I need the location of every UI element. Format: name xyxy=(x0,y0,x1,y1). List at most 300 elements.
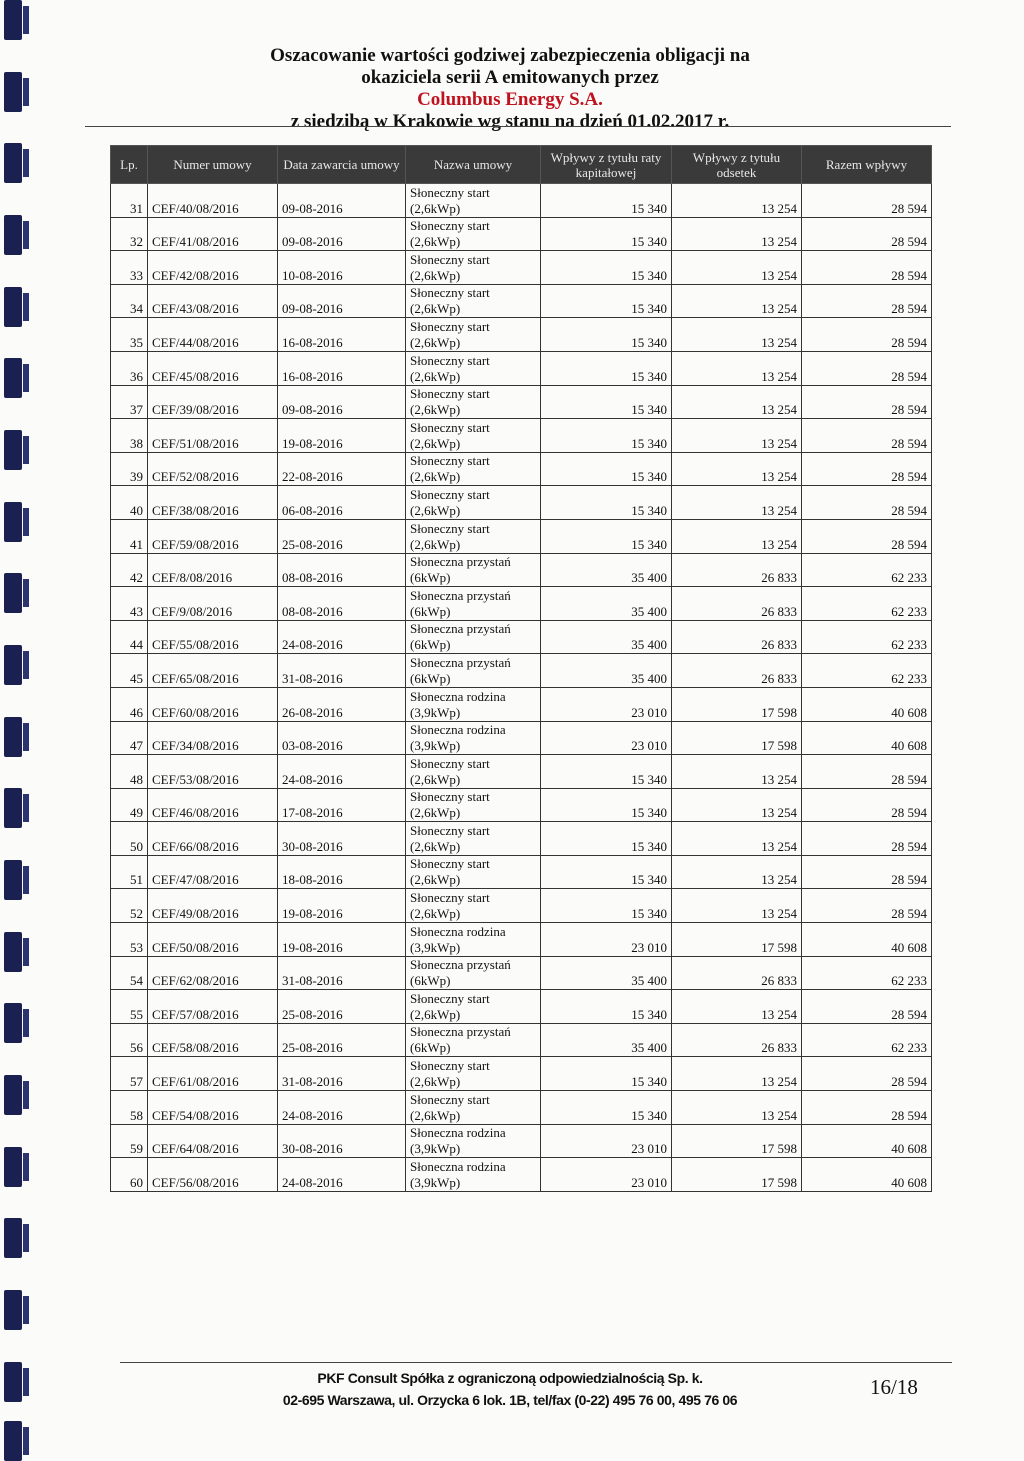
nazwa-line-1: Słoneczny start xyxy=(410,318,490,334)
binder-clip xyxy=(4,358,22,398)
binder-clip xyxy=(4,430,22,470)
cell-data: 09-08-2016 xyxy=(278,385,406,419)
cell-lp: 39 xyxy=(111,452,148,486)
cell-nazwa xyxy=(406,217,541,251)
binder-clip xyxy=(4,1362,22,1402)
nazwa-line-2: (2,6kWp) xyxy=(410,536,461,552)
binder-clip xyxy=(4,932,22,972)
binder-clip xyxy=(4,215,22,255)
nazwa-line-2: (3,9kWp) xyxy=(410,738,461,754)
header-divider xyxy=(85,126,951,127)
cell-numer: CEF/65/08/2016 xyxy=(148,654,278,688)
cell-data: 25-08-2016 xyxy=(278,1023,406,1057)
cell-data: 16-08-2016 xyxy=(278,351,406,385)
cell-rata: 15 340 xyxy=(541,452,672,486)
nazwa-line-1: Słoneczna rodzina xyxy=(410,722,506,738)
cell-numer: CEF/45/08/2016 xyxy=(148,351,278,385)
binder-clip xyxy=(4,72,22,112)
cell-odsetki: 13 254 xyxy=(672,486,802,520)
cell-rata: 35 400 xyxy=(541,620,672,654)
cell-nazwa xyxy=(406,822,541,856)
cell-odsetki: 13 254 xyxy=(672,452,802,486)
cell-rata: 35 400 xyxy=(541,654,672,688)
table-row xyxy=(111,184,932,218)
cell-razem: 28 594 xyxy=(802,822,932,856)
cell-lp: 50 xyxy=(111,822,148,856)
table-row xyxy=(111,855,932,889)
table-row xyxy=(111,923,932,957)
cell-data: 19-08-2016 xyxy=(278,419,406,453)
cell-odsetki: 13 254 xyxy=(672,318,802,352)
binder-clip xyxy=(4,1421,22,1461)
cell-odsetki: 13 254 xyxy=(672,788,802,822)
cell-numer: CEF/61/08/2016 xyxy=(148,1057,278,1091)
table-row xyxy=(111,1124,932,1158)
nazwa-line-1: Słoneczny start xyxy=(410,1091,490,1107)
cell-rata: 23 010 xyxy=(541,687,672,721)
cell-razem: 40 608 xyxy=(802,1158,932,1192)
cell-rata: 15 340 xyxy=(541,385,672,419)
cell-odsetki: 13 254 xyxy=(672,1057,802,1091)
cell-lp: 52 xyxy=(111,889,148,923)
column-header-odsetki: Wpływy z tytułu odsetek xyxy=(672,146,802,184)
nazwa-line-2: (2,6kWp) xyxy=(410,435,461,451)
cell-odsetki: 13 254 xyxy=(672,217,802,251)
cell-odsetki: 13 254 xyxy=(672,1091,802,1125)
nazwa-line-1: Słoneczny start xyxy=(410,486,490,502)
cell-lp: 35 xyxy=(111,318,148,352)
cell-odsetki: 26 833 xyxy=(672,620,802,654)
nazwa-line-1: Słoneczna rodzina xyxy=(410,1158,506,1174)
cell-nazwa xyxy=(406,251,541,285)
cell-razem: 28 594 xyxy=(802,755,932,789)
cell-data: 19-08-2016 xyxy=(278,889,406,923)
cell-data: 09-08-2016 xyxy=(278,184,406,218)
cell-razem: 28 594 xyxy=(802,351,932,385)
cell-lp: 51 xyxy=(111,855,148,889)
table-row xyxy=(111,519,932,553)
cell-lp: 49 xyxy=(111,788,148,822)
table-row xyxy=(111,217,932,251)
company-name: Columbus Energy S.A. xyxy=(417,89,603,110)
table-row xyxy=(111,687,932,721)
cell-data: 16-08-2016 xyxy=(278,318,406,352)
cell-odsetki: 13 254 xyxy=(672,519,802,553)
table-row xyxy=(111,385,932,419)
cell-nazwa xyxy=(406,721,541,755)
binder-clips xyxy=(0,0,34,1461)
cell-data: 08-08-2016 xyxy=(278,553,406,587)
cell-razem: 28 594 xyxy=(802,217,932,251)
cell-razem: 28 594 xyxy=(802,519,932,553)
cell-razem: 28 594 xyxy=(802,284,932,318)
cell-razem: 62 233 xyxy=(802,1023,932,1057)
cell-razem: 28 594 xyxy=(802,419,932,453)
column-header-data: Data zawarcia umowy xyxy=(278,146,406,184)
cell-nazwa xyxy=(406,452,541,486)
cell-nazwa xyxy=(406,923,541,957)
nazwa-line-2: (6kWp) xyxy=(410,670,451,686)
binder-clip xyxy=(4,1218,22,1258)
footer-company: PKF Consult Spółka z ograniczoną odpowiedzialnością Sp. k. xyxy=(317,1370,703,1386)
cell-lp: 38 xyxy=(111,419,148,453)
cell-odsetki: 13 254 xyxy=(672,251,802,285)
cell-nazwa xyxy=(406,620,541,654)
cell-data: 24-08-2016 xyxy=(278,1091,406,1125)
cell-nazwa xyxy=(406,284,541,318)
cell-rata: 15 340 xyxy=(541,889,672,923)
cell-numer: CEF/47/08/2016 xyxy=(148,855,278,889)
cell-numer: CEF/49/08/2016 xyxy=(148,889,278,923)
cell-nazwa xyxy=(406,351,541,385)
cell-data: 26-08-2016 xyxy=(278,687,406,721)
cell-razem: 28 594 xyxy=(802,385,932,419)
nazwa-line-1: Słoneczna rodzina xyxy=(410,688,506,704)
table-row xyxy=(111,486,932,520)
cell-data: 25-08-2016 xyxy=(278,990,406,1024)
cell-razem: 28 594 xyxy=(802,990,932,1024)
footer-divider xyxy=(120,1362,952,1363)
footer-address: 02-695 Warszawa, ul. Orzycka 6 lok. 1B, tel/fax (0-22) 495 76 00, 495 76 06 xyxy=(282,1392,738,1408)
cell-numer: CEF/9/08/2016 xyxy=(148,587,278,621)
cell-razem: 28 594 xyxy=(802,251,932,285)
cell-odsetki: 13 254 xyxy=(672,184,802,218)
binder-clip xyxy=(4,645,22,685)
cell-data: 09-08-2016 xyxy=(278,284,406,318)
cell-razem: 28 594 xyxy=(802,318,932,352)
nazwa-line-1: Słoneczny start xyxy=(410,386,490,402)
nazwa-line-2: (2,6kWp) xyxy=(410,502,461,518)
cell-numer: CEF/43/08/2016 xyxy=(148,284,278,318)
cell-data: 30-08-2016 xyxy=(278,822,406,856)
cell-nazwa xyxy=(406,755,541,789)
table-row xyxy=(111,889,932,923)
cell-lp: 60 xyxy=(111,1158,148,1192)
cell-rata: 15 340 xyxy=(541,217,672,251)
binder-clip xyxy=(4,788,22,828)
cell-nazwa xyxy=(406,889,541,923)
cell-odsetki: 13 254 xyxy=(672,351,802,385)
cell-lp: 59 xyxy=(111,1124,148,1158)
table-row xyxy=(111,1091,932,1125)
cell-razem: 62 233 xyxy=(802,587,932,621)
cell-numer: CEF/58/08/2016 xyxy=(148,1023,278,1057)
nazwa-line-1: Słoneczny start xyxy=(410,184,490,200)
cell-data: 24-08-2016 xyxy=(278,755,406,789)
table-row xyxy=(111,1057,932,1091)
cell-rata: 23 010 xyxy=(541,721,672,755)
binder-clip xyxy=(4,143,22,183)
footer xyxy=(200,1367,820,1411)
cell-rata: 15 340 xyxy=(541,318,672,352)
cell-razem: 40 608 xyxy=(802,1124,932,1158)
cell-rata: 15 340 xyxy=(541,486,672,520)
contracts-table xyxy=(110,145,932,1192)
nazwa-line-1: Słoneczny start xyxy=(410,453,490,469)
cell-lp: 53 xyxy=(111,923,148,957)
cell-numer: CEF/39/08/2016 xyxy=(148,385,278,419)
cell-numer: CEF/54/08/2016 xyxy=(148,1091,278,1125)
nazwa-line-2: (2,6kWp) xyxy=(410,368,461,384)
nazwa-line-2: (3,9kWp) xyxy=(410,1174,461,1190)
cell-razem: 28 594 xyxy=(802,486,932,520)
cell-numer: CEF/55/08/2016 xyxy=(148,620,278,654)
cell-razem: 28 594 xyxy=(802,889,932,923)
cell-rata: 35 400 xyxy=(541,956,672,990)
binder-clip xyxy=(4,860,22,900)
cell-nazwa xyxy=(406,1057,541,1091)
cell-rata: 23 010 xyxy=(541,1158,672,1192)
cell-data: 10-08-2016 xyxy=(278,251,406,285)
table-row xyxy=(111,721,932,755)
cell-nazwa xyxy=(406,184,541,218)
nazwa-line-1: Słoneczna przystań xyxy=(410,654,511,670)
cell-odsetki: 13 254 xyxy=(672,990,802,1024)
nazwa-line-1: Słoneczny start xyxy=(410,789,490,805)
table-row xyxy=(111,351,932,385)
cell-rata: 15 340 xyxy=(541,184,672,218)
cell-odsetki: 26 833 xyxy=(672,587,802,621)
cell-numer: CEF/64/08/2016 xyxy=(148,1124,278,1158)
cell-razem: 28 594 xyxy=(802,1057,932,1091)
cell-data: 22-08-2016 xyxy=(278,452,406,486)
table-row xyxy=(111,284,932,318)
cell-nazwa xyxy=(406,654,541,688)
cell-nazwa xyxy=(406,956,541,990)
column-header-nazwa: Nazwa umowy xyxy=(406,146,541,184)
cell-nazwa xyxy=(406,486,541,520)
nazwa-line-1: Słoneczny start xyxy=(410,890,490,906)
cell-odsetki: 13 254 xyxy=(672,385,802,419)
table-row xyxy=(111,620,932,654)
cell-odsetki: 13 254 xyxy=(672,755,802,789)
nazwa-line-2: (6kWp) xyxy=(410,570,451,586)
nazwa-line-1: Słoneczny start xyxy=(410,755,490,771)
cell-razem: 28 594 xyxy=(802,1091,932,1125)
header-line-2: okaziciela serii A emitowanych przez xyxy=(361,67,659,88)
binder-clip xyxy=(4,1147,22,1187)
cell-lp: 43 xyxy=(111,587,148,621)
nazwa-line-1: Słoneczny start xyxy=(410,285,490,301)
cell-nazwa xyxy=(406,385,541,419)
nazwa-line-1: Słoneczna rodzina xyxy=(410,1125,506,1141)
cell-numer: CEF/66/08/2016 xyxy=(148,822,278,856)
cell-razem: 28 594 xyxy=(802,184,932,218)
cell-lp: 34 xyxy=(111,284,148,318)
table-row xyxy=(111,654,932,688)
column-header-numer: Numer umowy xyxy=(148,146,278,184)
cell-odsetki: 13 254 xyxy=(672,419,802,453)
cell-data: 09-08-2016 xyxy=(278,217,406,251)
cell-odsetki: 17 598 xyxy=(672,923,802,957)
cell-lp: 31 xyxy=(111,184,148,218)
nazwa-line-2: (2,6kWp) xyxy=(410,267,461,283)
table-row xyxy=(111,553,932,587)
cell-odsetki: 17 598 xyxy=(672,721,802,755)
cell-lp: 36 xyxy=(111,351,148,385)
cell-data: 30-08-2016 xyxy=(278,1124,406,1158)
cell-nazwa xyxy=(406,855,541,889)
table-row xyxy=(111,318,932,352)
cell-razem: 62 233 xyxy=(802,654,932,688)
cell-data: 08-08-2016 xyxy=(278,587,406,621)
cell-razem: 40 608 xyxy=(802,687,932,721)
cell-data: 31-08-2016 xyxy=(278,1057,406,1091)
nazwa-line-2: (6kWp) xyxy=(410,603,451,619)
cell-rata: 15 340 xyxy=(541,855,672,889)
cell-data: 03-08-2016 xyxy=(278,721,406,755)
nazwa-line-2: (3,9kWp) xyxy=(410,704,461,720)
cell-lp: 46 xyxy=(111,687,148,721)
cell-nazwa xyxy=(406,318,541,352)
table-row xyxy=(111,788,932,822)
cell-numer: CEF/40/08/2016 xyxy=(148,184,278,218)
cell-odsetki: 17 598 xyxy=(672,687,802,721)
cell-odsetki: 26 833 xyxy=(672,1023,802,1057)
cell-data: 25-08-2016 xyxy=(278,519,406,553)
binder-clip xyxy=(4,573,22,613)
cell-lp: 54 xyxy=(111,956,148,990)
cell-nazwa xyxy=(406,1158,541,1192)
cell-razem: 62 233 xyxy=(802,620,932,654)
nazwa-line-1: Słoneczny start xyxy=(410,352,490,368)
nazwa-line-2: (2,6kWp) xyxy=(410,872,461,888)
cell-rata: 15 340 xyxy=(541,251,672,285)
table-row xyxy=(111,1023,932,1057)
nazwa-line-1: Słoneczny start xyxy=(410,251,490,267)
cell-razem: 62 233 xyxy=(802,553,932,587)
cell-numer: CEF/44/08/2016 xyxy=(148,318,278,352)
cell-data: 24-08-2016 xyxy=(278,620,406,654)
table-row xyxy=(111,990,932,1024)
cell-odsetki: 26 833 xyxy=(672,553,802,587)
cell-odsetki: 17 598 xyxy=(672,1158,802,1192)
cell-lp: 58 xyxy=(111,1091,148,1125)
table-row xyxy=(111,956,932,990)
nazwa-line-2: (2,6kWp) xyxy=(410,301,461,317)
cell-nazwa xyxy=(406,553,541,587)
table-header-row xyxy=(111,146,932,184)
cell-numer: CEF/41/08/2016 xyxy=(148,217,278,251)
binder-clip xyxy=(4,502,22,542)
cell-lp: 56 xyxy=(111,1023,148,1057)
cell-lp: 57 xyxy=(111,1057,148,1091)
table-row xyxy=(111,1158,932,1192)
nazwa-line-2: (6kWp) xyxy=(410,1040,451,1056)
cell-numer: CEF/56/08/2016 xyxy=(148,1158,278,1192)
nazwa-line-1: Słoneczny start xyxy=(410,1058,490,1074)
cell-data: 19-08-2016 xyxy=(278,923,406,957)
cell-nazwa xyxy=(406,1091,541,1125)
cell-odsetki: 13 254 xyxy=(672,284,802,318)
page-number: 16/18 xyxy=(870,1375,918,1399)
cell-rata: 35 400 xyxy=(541,1023,672,1057)
cell-nazwa xyxy=(406,419,541,453)
table-row xyxy=(111,755,932,789)
nazwa-line-2: (2,6kWp) xyxy=(410,1107,461,1123)
cell-nazwa xyxy=(406,1023,541,1057)
binder-clip xyxy=(4,1075,22,1115)
cell-data: 24-08-2016 xyxy=(278,1158,406,1192)
cell-rata: 15 340 xyxy=(541,1091,672,1125)
nazwa-line-2: (2,6kWp) xyxy=(410,1006,461,1022)
column-header-razem: Razem wpływy xyxy=(802,146,932,184)
nazwa-line-2: (2,6kWp) xyxy=(410,906,461,922)
nazwa-line-2: (2,6kWp) xyxy=(410,771,461,787)
table-row xyxy=(111,452,932,486)
header-line-4: z siedzibą w Krakowie wg stanu na dzień 01.02.2017 r. xyxy=(290,111,730,132)
cell-razem: 28 594 xyxy=(802,788,932,822)
cell-razem: 28 594 xyxy=(802,452,932,486)
table-row xyxy=(111,419,932,453)
cell-rata: 23 010 xyxy=(541,923,672,957)
cell-odsetki: 13 254 xyxy=(672,822,802,856)
nazwa-line-1: Słoneczna przystań xyxy=(410,957,511,973)
cell-numer: CEF/50/08/2016 xyxy=(148,923,278,957)
cell-lp: 40 xyxy=(111,486,148,520)
cell-nazwa xyxy=(406,1124,541,1158)
nazwa-line-1: Słoneczna przystań xyxy=(410,621,511,637)
cell-lp: 41 xyxy=(111,519,148,553)
cell-rata: 15 340 xyxy=(541,351,672,385)
nazwa-line-2: (2,6kWp) xyxy=(410,234,461,250)
cell-razem: 40 608 xyxy=(802,923,932,957)
nazwa-line-2: (6kWp) xyxy=(410,973,451,989)
table-row xyxy=(111,587,932,621)
binder-clip xyxy=(4,287,22,327)
nazwa-line-1: Słoneczny start xyxy=(410,218,490,234)
cell-rata: 15 340 xyxy=(541,1057,672,1091)
document-header xyxy=(100,45,920,133)
nazwa-line-2: (2,6kWp) xyxy=(410,1074,461,1090)
cell-nazwa xyxy=(406,519,541,553)
cell-numer: CEF/53/08/2016 xyxy=(148,755,278,789)
cell-rata: 15 340 xyxy=(541,788,672,822)
cell-data: 18-08-2016 xyxy=(278,855,406,889)
cell-numer: CEF/34/08/2016 xyxy=(148,721,278,755)
column-header-rata: Wpływy z tytułu raty kapitałowej xyxy=(541,146,672,184)
header-line-1: Oszacowanie wartości godziwej zabezpieczenia obligacji na xyxy=(270,45,750,66)
cell-rata: 15 340 xyxy=(541,822,672,856)
cell-rata: 23 010 xyxy=(541,1124,672,1158)
cell-numer: CEF/57/08/2016 xyxy=(148,990,278,1024)
cell-data: 31-08-2016 xyxy=(278,654,406,688)
cell-rata: 35 400 xyxy=(541,587,672,621)
nazwa-line-2: (2,6kWp) xyxy=(410,838,461,854)
cell-nazwa xyxy=(406,990,541,1024)
cell-nazwa xyxy=(406,788,541,822)
cell-lp: 48 xyxy=(111,755,148,789)
nazwa-line-1: Słoneczny start xyxy=(410,419,490,435)
binder-clip xyxy=(4,0,22,40)
nazwa-line-1: Słoneczna przystań xyxy=(410,587,511,603)
cell-odsetki: 13 254 xyxy=(672,855,802,889)
cell-rata: 15 340 xyxy=(541,284,672,318)
cell-data: 06-08-2016 xyxy=(278,486,406,520)
cell-nazwa xyxy=(406,687,541,721)
nazwa-line-1: Słoneczny start xyxy=(410,990,490,1006)
cell-data: 17-08-2016 xyxy=(278,788,406,822)
cell-lp: 55 xyxy=(111,990,148,1024)
cell-lp: 45 xyxy=(111,654,148,688)
cell-data: 31-08-2016 xyxy=(278,956,406,990)
nazwa-line-1: Słoneczny start xyxy=(410,822,490,838)
nazwa-line-1: Słoneczny start xyxy=(410,856,490,872)
nazwa-line-2: (3,9kWp) xyxy=(410,1141,461,1157)
nazwa-line-1: Słoneczna przystań xyxy=(410,554,511,570)
cell-odsetki: 13 254 xyxy=(672,889,802,923)
binder-clip xyxy=(4,1003,22,1043)
